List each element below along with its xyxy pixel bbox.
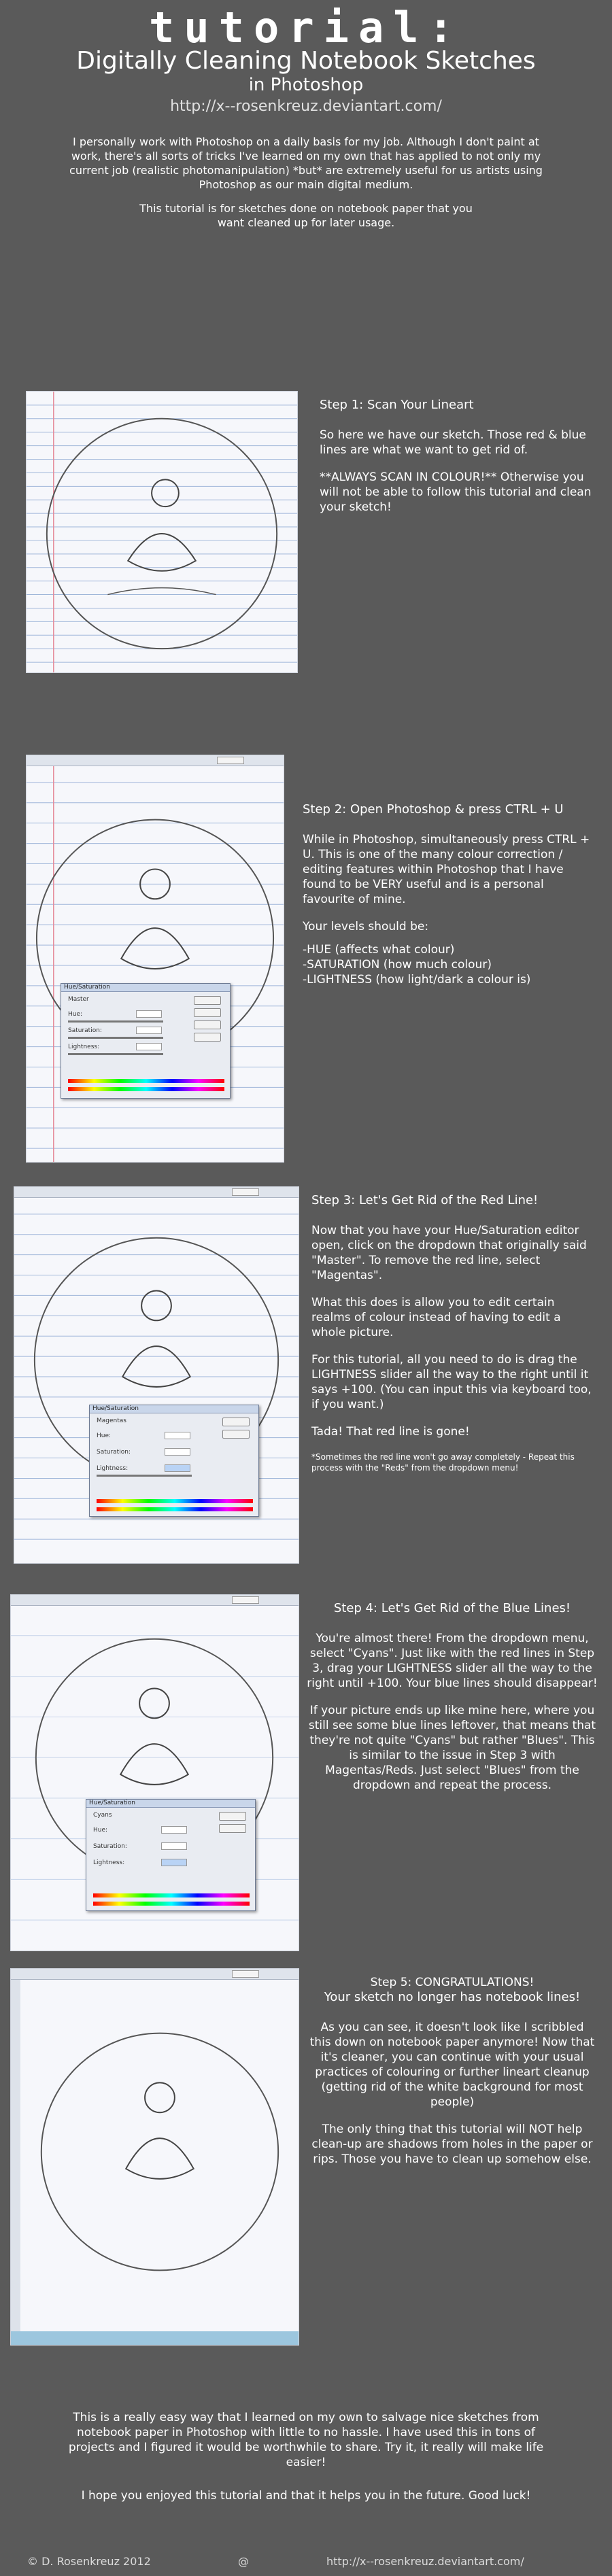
color-spectrum-bar-2 <box>68 1087 224 1091</box>
saturation-input[interactable] <box>161 1842 187 1850</box>
hue-saturation-dialog <box>61 983 231 1099</box>
saturation-input[interactable] <box>165 1448 190 1456</box>
step-4 <box>0 1594 612 1955</box>
step-3-paragraph-2: What this does is allow you to edit certain realms of colour instead of having to edit a whole picture. <box>311 1296 561 1339</box>
step-2-hue-line: -HUE (affects what colour) <box>303 943 455 957</box>
step-3-paragraph-3: For this tutorial, all you need to do is drag the LIGHTNESS slider all the way to the right until it says +100. (You can input this via keyboard too, if you want.) <box>311 1353 592 1411</box>
footer-url-link[interactable]: http://x--rosenkreuz.deviantart.com/ <box>326 2555 524 2568</box>
saturation-label: Saturation: <box>68 1027 102 1034</box>
step-3-screenshot <box>14 1186 299 1564</box>
step-2-screenshot <box>26 755 284 1163</box>
lightness-slider[interactable] <box>68 1053 163 1055</box>
hue-label: Hue: <box>93 1827 108 1834</box>
step-1-warning: **ALWAYS SCAN IN COLOUR!** Otherwise you will not be able to follow this tutorial and clean your sketch! <box>320 470 592 514</box>
step-3 <box>0 1186 612 1567</box>
hue-saturation-dialog <box>89 1405 259 1517</box>
step-1-text <box>320 398 592 527</box>
step-2-paragraph: While in Photoshop, simultaneously press CTRL + U. This is one of the many colour correction / editing features within Photoshop that I have found to be VERY useful and is a personal favourite of mine. <box>303 833 590 906</box>
edit-dropdown[interactable]: Magentas <box>97 1418 126 1424</box>
hue-label: Hue: <box>68 1011 83 1018</box>
color-spectrum-bar <box>97 1499 253 1503</box>
closing-good-luck: I hope you enjoyed this tutorial and that it helps you in the future. Good luck! <box>81 2489 531 2503</box>
step-2-heading: Step 2: Open Photoshop & press CTRL + U <box>303 802 564 817</box>
lightness-input[interactable] <box>136 1043 162 1050</box>
closing-paragraph: This is a really easy way that I learned on my own to salvage nice sketches from notebook paper in Photoshop with little to no hassle. I have used this in tons of projects and I figured it would be worthwhile to share. Try it, it really will make life easier! <box>68 2411 544 2469</box>
step-3-text <box>311 1193 597 1473</box>
step-3-note: *Sometimes the red line won't go away completely - Repeat this process with the "Reds" from the dropdown menu! <box>311 1452 575 1473</box>
color-spectrum-bar-2 <box>93 1902 250 1906</box>
copyright-text: © D. Rosenkreuz 2012 <box>27 2555 151 2568</box>
dialog-title: Hue/Saturation <box>89 1800 135 1806</box>
step-3-heading: Step 3: Let's Get Rid of the Red Line! <box>311 1193 539 1207</box>
lightness-input[interactable] <box>161 1859 187 1866</box>
saturation-input[interactable] <box>136 1027 162 1034</box>
lightness-label: Lightness: <box>68 1044 100 1050</box>
page-title: tutorial: <box>149 3 463 52</box>
step-5-paragraph: As you can see, it doesn't look like I scribbled this down on notebook paper anymore! Now that it's cleaner, you can continue with your usual practices of colouring or further lineart cleanup (getting rid of the white background for most people) <box>309 2021 595 2109</box>
hue-input[interactable] <box>161 1826 187 1834</box>
lightness-slider[interactable] <box>97 1475 192 1477</box>
dialog-title-bar <box>90 1405 258 1413</box>
page-subtitle: Digitally Cleaning Notebook Sketches <box>76 47 536 75</box>
save-button[interactable] <box>194 1033 221 1042</box>
notebook-sketch-svg <box>27 755 284 1162</box>
step-5 <box>0 1968 612 2349</box>
step-5-text <box>309 1975 595 2179</box>
step-5-screenshot <box>10 1968 299 2346</box>
clean-sketch-svg <box>11 1969 299 2345</box>
tutorial-header <box>0 0 612 118</box>
ok-button[interactable] <box>194 996 221 1005</box>
step-4-text <box>306 1601 598 1805</box>
step-4-screenshot <box>10 1594 299 1951</box>
step-4-paragraph-2: If your picture ends up like mine here, where you still see some blue lines leftover, that means that they're not quite "Cyans" but rather "Blues". This is similar to the issue in Step 3 with Magentas/Reds. Just select "Blues" from the dropdown and repeat the process. <box>308 1704 596 1792</box>
hue-input[interactable] <box>136 1010 162 1018</box>
hue-label: Hue: <box>97 1432 112 1439</box>
color-spectrum-bar-2 <box>97 1507 253 1511</box>
step-5-heading-2: Your sketch no longer has notebook lines! <box>324 1990 581 2004</box>
step-1-heading: Step 1: Scan Your Lineart <box>320 398 474 412</box>
step-3-paragraph-4: Tada! That red line is gone! <box>311 1425 470 1439</box>
lightness-label: Lightness: <box>93 1859 125 1866</box>
at-symbol: @ <box>238 2555 249 2568</box>
step-2-levels: Your levels should be: <box>303 920 429 933</box>
intro-section <box>68 135 544 230</box>
dialog-title-bar <box>61 984 230 992</box>
edit-dropdown[interactable]: Cyans <box>93 1812 112 1819</box>
step-4-heading: Step 4: Let's Get Rid of the Blue Lines! <box>333 1601 571 1615</box>
ok-button[interactable] <box>219 1812 246 1821</box>
step-2-text <box>303 802 595 987</box>
step-2-lightness-line: -LIGHTNESS (how light/dark a colour is) <box>303 973 531 986</box>
step-1-paragraph: So here we have our sketch. Those red & blue lines are what we want to get rid of. <box>320 428 586 457</box>
ok-button[interactable] <box>222 1418 250 1426</box>
header-url-link[interactable]: http://x--rosenkreuz.deviantart.com/ <box>170 98 442 115</box>
step-1-sketch-image <box>26 391 298 673</box>
step-2-saturation-line: -SATURATION (how much colour) <box>303 958 492 972</box>
lightness-input[interactable] <box>165 1464 190 1472</box>
step-5-paragraph-2: The only thing that this tutorial will NOT help clean-up are shadows from holes in the paper or rips. Those you have to clean up somehow else. <box>311 2123 593 2166</box>
cancel-button[interactable] <box>222 1430 250 1439</box>
dialog-title: Hue/Saturation <box>64 984 110 991</box>
load-button[interactable] <box>194 1020 221 1029</box>
cancel-button[interactable] <box>194 1008 221 1017</box>
page-subtitle-2: in Photoshop <box>248 75 364 95</box>
step-3-paragraph: Now that you have your Hue/Saturation editor open, click on the dropdown that originally said "Master". To remove the red line, select "Magentas". <box>311 1224 587 1282</box>
saturation-slider[interactable] <box>68 1037 163 1039</box>
step-4-paragraph: You're almost there! From the dropdown menu, select "Cyans". Just like with the red lines in Step 3, drag your LIGHTNESS slider all the way to the right until +100. Your blue lines should disappear! <box>307 1632 598 1690</box>
footer-bar <box>0 2551 612 2573</box>
color-spectrum-bar <box>93 1893 250 1897</box>
edit-dropdown[interactable]: Master <box>68 996 89 1003</box>
hue-saturation-dialog <box>86 1799 256 1911</box>
color-spectrum-bar <box>68 1079 224 1083</box>
hue-slider[interactable] <box>68 1020 163 1023</box>
notebook-sketch-svg <box>27 392 297 672</box>
intro-paragraph: I personally work with Photoshop on a daily basis for my job. Although I don't paint at work, there's all sorts of tricks I've learned on my own that has applied to not only my current job (realistic photomanipulation) *but* are extremely useful for us artists using Photoshop as our main digital medium. <box>69 135 543 191</box>
lightness-label: Lightness: <box>97 1465 129 1472</box>
step-5-heading: Step 5: CONGRATULATIONS! <box>370 1976 534 1989</box>
saturation-label: Saturation: <box>93 1843 127 1850</box>
step-2 <box>0 755 612 1163</box>
dialog-title-bar <box>86 1800 255 1808</box>
dialog-title: Hue/Saturation <box>92 1405 139 1412</box>
hue-input[interactable] <box>165 1432 190 1439</box>
saturation-label: Saturation: <box>97 1449 131 1456</box>
cancel-button[interactable] <box>219 1824 246 1833</box>
step-1 <box>0 391 612 676</box>
intro-paragraph-2: This tutorial is for sketches done on notebook paper that you want cleaned up for later usage. <box>139 202 473 229</box>
